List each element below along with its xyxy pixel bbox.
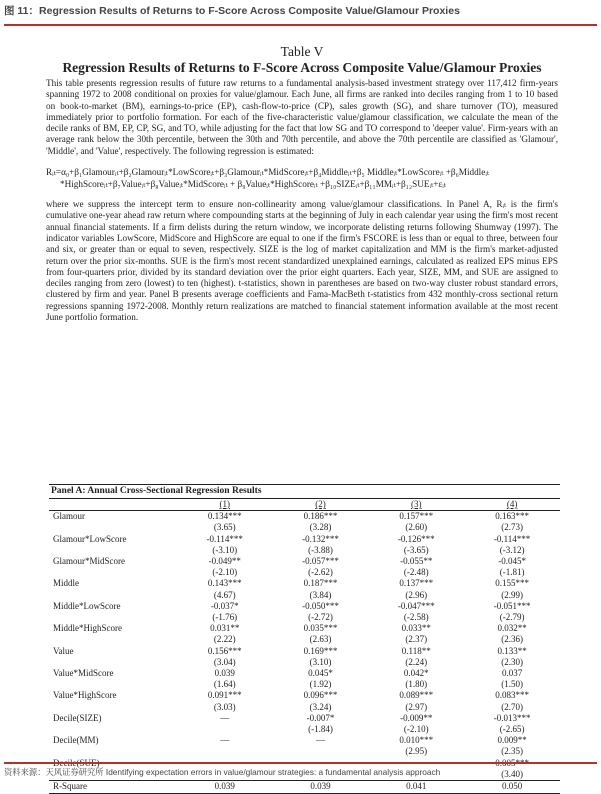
coef-cell: 0.045* [308,668,333,679]
coef-cell: 0.083*** [495,690,529,701]
tstat-cell: (4.67) [213,589,236,600]
tstat-cell: (3.84) [309,589,332,600]
row-label: Glamour*LowScore [53,533,127,544]
coef-row [49,646,560,657]
tstat-cell: (2.73) [501,522,523,533]
tstat-label-blank [49,724,177,735]
coef-cell: -0.114*** [493,533,531,544]
row-label: Middle*LowScore [53,600,121,611]
coef-cell: -0.013*** [493,712,531,723]
coef-cell: 0.037 [501,668,523,679]
coef-cell: -0.132*** [302,533,339,544]
coef-cell: 0.096*** [303,690,338,701]
coef-cell: -0.114*** [206,533,243,544]
coef-cell: 0.187*** [303,578,338,589]
tstat-cell: (3.10) [309,656,332,667]
tstat-cell: (-2.62) [308,567,333,578]
coef-cell: 0.031** [210,623,240,634]
source-reference: Identifying expectation errors in value/glamour strategies: a fundamental analysis approach [105,767,441,777]
coef-cell: 0.186*** [303,511,338,522]
coef-row [49,556,560,567]
coef-cell: 0.133** [497,645,527,656]
tstat-cell: (1.50) [501,679,523,690]
coef-row [49,735,560,746]
tstat-cell: (3.40) [501,768,523,779]
tstat-cell: (-1.84) [308,724,333,735]
tstat-row [49,746,560,757]
coef-row [49,601,560,612]
coef-cell: -0.007* [306,712,335,723]
coef-cell: 0.157*** [399,511,434,522]
tstat-row [49,657,560,668]
coef-row [49,511,560,523]
coef-row [49,578,560,589]
coef-cell: -0.037* [210,600,239,611]
tstat-cell: (-2.48) [403,567,429,578]
tstat-row [49,679,560,690]
equation-line-2: *HighScoreᵢₜ+β₇Valueᵢₜ+β₈Valueᵢₜ*MidScoreᵢₜ + β₉Valueᵢₜ*HighScoreᵢₜ +β₁₀SIZEᵢₜ+β₁₁MMᵢₜ+β₁₂SUEᵢₜ+εᵢₜ [60,179,447,190]
tstat-cell: (3.28) [309,522,332,533]
coef-cell: -0.051*** [493,600,531,611]
coef-cell: -0.047*** [397,600,435,611]
equation-line-1: Rᵢₜ=α₀+β₁Glamourᵢₜ+β₂Glamourᵢₜ*LowScoreᵢₜ+β₃Glamourᵢₜ*MidScoreᵢₜ+β₄Middleᵢₜ+β₅ Middleᵢₜ*LowScoreᵢₜ +β₆Middleᵢₜ [46,167,490,178]
tstat-cell: (3.04) [213,656,236,667]
coef-cell: -0.045* [498,556,526,567]
tstat-label-blank [49,590,177,601]
column-header: (1) [177,499,273,511]
tstat-label-blank [49,702,177,713]
regression-table [49,499,560,794]
tstat-label-blank [49,657,177,668]
coef-cell: 0.035*** [303,623,338,634]
tstat-label-blank [49,522,177,533]
tstat-row [49,702,560,713]
tstat-cell: (-3.65) [403,544,429,555]
column-header: (3) [368,499,464,511]
tstat-cell: (1.92) [309,679,332,690]
tstat-label-blank [49,612,177,623]
coef-cell: 0.032** [497,623,527,634]
coef-cell: 0.039 [214,668,235,679]
intro-paragraph: This table presents regression results of future raw returns to a fundamental analysis-based investment strategy over 117,412 firm-years spanning 1972 to 2008 conditional on proxies for value/glamour. Each June, all firms are ranked into deciles ranging from 1 to 10 based on book-to-market (BM), earnings-to-price (EP), cash-flow-to-price (CP), sales growth (SG), and share turnover (TO), measured immediately prior to portfolio formation. For each of the five-characteristic value/glamour classification, we calculate the mean of the decile ranks of BM, EP, CP, SG, and TO, while adjusting for the fact that low SG and TO correspond to 'deeper value'. Firm-years with an average rank below the 30th percentile, between the 30th and 70th percentile, and above the 70th percentile are classified as 'Glamour', 'Middle', and 'Value', respectively. The following regression is estimated: [46,78,558,156]
tstat-cell: (-2.10) [212,567,238,578]
coef-cell: 0.155*** [495,578,529,589]
tstat-cell: (2.96) [405,589,428,600]
coef-cell: 0.033** [401,623,431,634]
coef-cell: 0.010*** [399,735,434,746]
tstat-label-blank [49,567,177,578]
coef-cell: 0.091*** [207,690,242,701]
coef-cell: 0.156*** [207,645,242,656]
regression-equation [46,166,558,190]
coef-cell: — [220,735,230,746]
source-footer [4,762,597,778]
coef-cell: — [220,712,230,723]
coef-cell: 0.137*** [399,578,434,589]
tstat-cell: (-2.79) [499,612,525,623]
tstat-cell: (2.60) [405,522,428,533]
tstat-row [49,634,560,645]
tstat-cell: (2.22) [213,634,236,645]
table-label: Table V [280,44,324,59]
row-label: Middle*HighScore [53,623,122,634]
tstat-cell: (-3.12) [499,544,525,555]
rsquare-label: R-Square [49,781,177,794]
panel-a [49,484,560,794]
tstat-cell: (2.30) [501,656,523,667]
coef-cell: 0.089*** [399,690,434,701]
coef-cell: -0.057*** [302,556,339,567]
coef-cell: -0.055** [400,556,433,567]
figure-title: 图 11：Regression Results of Returns to F-Score Across Composite Value/Glamour Proxies [4,2,597,26]
tstat-label-blank [49,545,177,556]
coef-cell: — [315,735,325,746]
row-label: Decile(SIZE) [53,712,102,723]
column-header-blank [49,499,177,511]
row-label: Value*HighScore [53,690,117,701]
tstat-cell: (3.03) [213,701,236,712]
coef-row [49,690,560,701]
row-label: Middle [53,578,79,589]
row-label: Glamour [53,511,85,522]
coef-cell: — [411,757,421,768]
row-label: Value [53,645,74,656]
row-label: Decile(SUE) [53,757,100,768]
coef-cell: — [315,757,325,768]
tstat-cell: (2.24) [405,656,428,667]
tstat-cell: (2.70) [501,701,523,712]
body-paragraph: where we suppress the intercept term to ensure non-collinearity among value/glamour classifications. In Panel A, Rᵢₜ is the firm's cumulative one-year ahead raw return where compounding starts at the beginning of July in each calendar year using the firm's most recent annual financial statements. If a firm delists during the return window, we incorporate delisting returns following Shumway (1997). The indicator variables LowScore, MidScore and HighScore are equal to one if the firm's FSCORE is less than or equal to three, between four and six, or greater than or equal to seven, respectively. SIZE is the log of market capitalization and MM is the firm's market-adjusted return over the prior six-months. SUE is the firm's most recent standardized unexplained earnings, calculated as realized EPS minus EPS from four-quarters prior, divided by its standard deviation over the prior eight quarters. Each year, SIZE, MM, and SUE are assigned to deciles ranging from zero (lowest) to ten (highest). t-statistics, shown in parentheses are based on two-way cluster robust standard errors, clustered by firm and year. Panel B presents average coefficients and Fama-MacBeth t-statistics from 432 monthly-cross sectional return regressions spanning 1972-2008. Monthly return realizations are matched to financial statement information available at the most recent June portfolio formation. [46,199,558,323]
tstat-label-blank [49,679,177,690]
tstat-cell: (-1.76) [212,612,238,623]
tstat-cell: (2.95) [405,746,428,757]
tstat-cell: (-3.10) [212,544,238,555]
tstat-label-blank [49,746,177,757]
coef-cell: 0.134*** [207,511,242,522]
tstat-cell [177,724,273,735]
coef-cell: -0.049** [208,556,241,567]
tstat-cell: (2.37) [405,634,428,645]
tstat-cell: (-2.65) [499,724,525,735]
coef-cell: 0.009** [497,735,527,746]
coef-cell: 0.143*** [207,578,242,589]
tstat-cell: (2.63) [309,634,332,645]
coef-cell: -0.009** [400,712,433,723]
tstat-cell: (1.64) [213,679,236,690]
coef-cell: 0.163*** [495,511,529,522]
tstat-cell: (2.99) [501,589,523,600]
tstat-row [49,724,560,735]
row-label: Value*MidScore [53,668,114,679]
coef-row [49,713,560,724]
tstat-cell: (-2.58) [403,612,429,623]
tstat-cell: (3.65) [213,522,236,533]
tstat-row [49,545,560,556]
tstat-cell: (1.80) [405,679,428,690]
coef-cell: -0.050*** [302,600,339,611]
tstat-row [49,567,560,578]
coef-row [49,623,560,634]
coef-cell: 0.005*** [495,757,529,768]
column-header: (2) [273,499,369,511]
tstat-label-blank [49,634,177,645]
source-label: 资料来源：天风证券研究所 [4,767,104,777]
column-header: (4) [464,499,560,511]
tstat-row [49,612,560,623]
table-heading: Regression Results of Returns to F-Score Across Composite Value/Glamour Proxies [62,60,542,75]
tstat-cell: (-2.10) [403,724,429,735]
coef-cell: -0.126*** [397,533,435,544]
coef-cell: — [220,757,230,768]
tstat-cell: (2.35) [501,746,523,757]
row-label: Glamour*MidScore [53,556,125,567]
tstat-cell: (2.97) [405,701,428,712]
coef-row [49,534,560,545]
rsquare-cell: 0.039 [177,781,273,794]
rsquare-cell: 0.050 [464,781,560,794]
tstat-cell [273,746,369,757]
tstat-row [49,522,560,533]
document-body [46,44,558,323]
tstat-cell: (-1.81) [499,567,525,578]
panel-title: Panel A: Annual Cross-Sectional Regression Results [49,484,560,499]
coef-cell: 0.169*** [303,645,338,656]
rsquare-cell: 0.039 [273,781,369,794]
tstat-row [49,590,560,601]
tstat-cell [177,746,273,757]
coef-cell: 0.042* [403,668,429,679]
coef-cell: 0.118** [401,645,431,656]
tstat-cell: (2.36) [501,634,523,645]
tstat-cell: (3.24) [309,701,332,712]
column-header-row [49,499,560,511]
rsquare-cell: 0.041 [368,781,464,794]
row-label: Decile(MM) [53,735,99,746]
tstat-cell: (-2.72) [308,612,333,623]
coef-row [49,668,560,679]
tstat-cell: (-3.88) [308,544,333,555]
